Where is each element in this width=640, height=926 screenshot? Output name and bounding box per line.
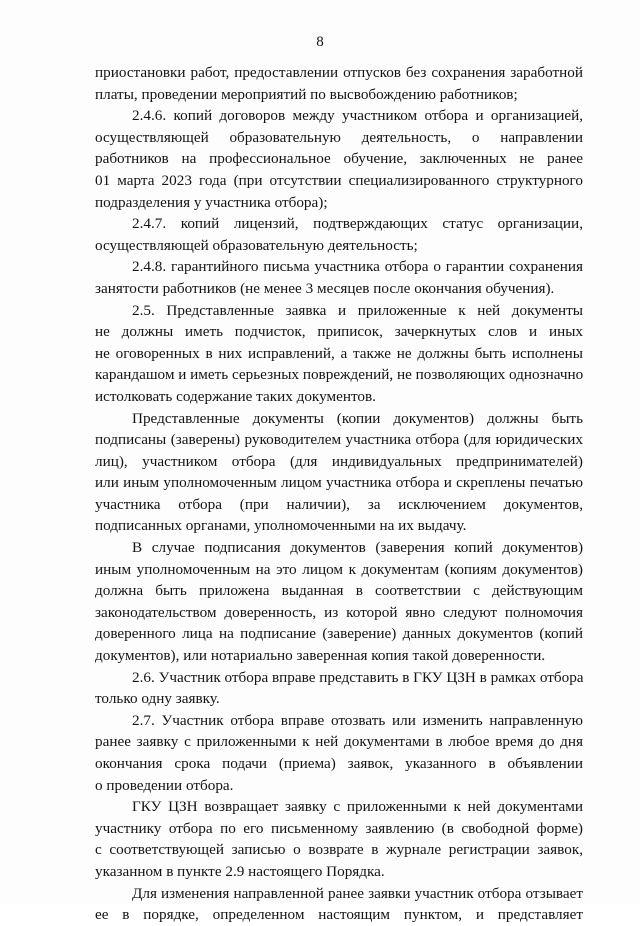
text-line: 2.5. Представленные заявка и приложенные к ней документы xyxy=(132,301,583,319)
text-line: с соответствующей записью о возврате в журнале регистрации заявок, xyxy=(95,841,583,859)
text-line: иным уполномоченным на это лицом к документам (копиям документов) xyxy=(95,560,583,578)
text-line: подписанных органами, уполномоченными на их выдачу. xyxy=(95,517,467,535)
text-line: платы, проведении мероприятий по высвобождению работников; xyxy=(95,85,518,103)
text-line: лиц), участником отбора (для индивидуальных предпринимателей) xyxy=(95,452,583,470)
text-line: 2.7. Участник отбора вправе отозвать или изменить направленную xyxy=(132,711,583,729)
text-line: Для изменения направленной ранее заявки участник отбора отзывает xyxy=(132,884,583,902)
text-line: приостановки работ, предоставлении отпусков без сохранения заработной xyxy=(95,64,583,81)
text-line: Представленные документы (копии документов) должны быть xyxy=(132,409,583,427)
paragraph xyxy=(95,105,583,213)
paragraph xyxy=(95,667,583,710)
text-line: 2.6. Участник отбора вправе представить в ГКУ ЦЗН в рамках отбора xyxy=(132,668,584,686)
paragraph xyxy=(95,710,583,796)
text-line: занятости работников (не менее 3 месяцев после окончания обучения). xyxy=(95,279,555,297)
text-line: 01 марта 2023 года (при отсутствии специализированного структурного xyxy=(95,171,583,189)
paragraph xyxy=(95,537,583,667)
text-line: доверенного лица на подписание (заверение) данных документов (копий xyxy=(95,625,583,643)
text-line: участника отбора (при наличии), за исключением документов, xyxy=(95,495,583,513)
text-line: участнику отбора по его письменному заявлению (в свободной форме) xyxy=(95,819,583,837)
text-line: указанном в пункте 2.9 настоящего Порядка. xyxy=(95,862,385,880)
text-line: истолковать содержание таких документов. xyxy=(95,387,376,405)
text-line: законодательством доверенность, из которой явно следуют полномочия xyxy=(95,603,583,621)
text-line: не оговоренных в них исправлений, а также не должны быть исполнены xyxy=(95,344,583,362)
text-line: подразделения у участника отбора); xyxy=(95,193,328,211)
text-line: окончания срока подачи (приема) заявок, указанного в объявлении xyxy=(95,755,583,772)
text-line: или иным уполномоченным лицом участника отбора и скреплены печатью xyxy=(95,474,583,492)
paragraph xyxy=(95,796,583,882)
text-line: должна быть приложена выданная в соответствии с действующим xyxy=(95,582,583,600)
text-line: подписаны (заверены) руководителем участника отбора (для юридических xyxy=(95,431,583,449)
text-line: о проведении отбора. xyxy=(95,776,234,794)
text-line: 2.4.6. копий договоров между участником отбора и организацией, xyxy=(132,107,583,125)
text-line: осуществляющей образовательную деятельность; xyxy=(95,236,418,254)
paragraph xyxy=(95,300,583,408)
text-line: ее в порядке, определенном настоящим пунктом, и представляет xyxy=(95,906,583,924)
text-line: осуществляющей образовательную деятельность, о направлении xyxy=(95,128,583,146)
text-line: документов), или нотариально заверенная копия такой доверенности. xyxy=(95,647,546,665)
paragraph xyxy=(95,256,583,299)
paragraph xyxy=(95,213,583,256)
text-line: В случае подписания документов (заверения копий документов) xyxy=(132,539,583,557)
text-line: не должны иметь подчисток, приписок, зачеркнутых слов и иных xyxy=(95,323,583,341)
text-line: ранее заявку с приложенными к ней документами в любое время до дня xyxy=(95,733,583,751)
text-line: работников на профессиональное обучение, заключенных не ранее xyxy=(95,150,583,168)
text-line: ГКУ ЦЗН возвращает заявку с приложенными к ней документами xyxy=(132,798,583,816)
text-line: 2.4.7. копий лицензий, подтверждающих статус организации, xyxy=(132,215,583,233)
text-line: только одну заявку. xyxy=(95,690,220,708)
paragraph xyxy=(95,62,583,105)
paragraph xyxy=(95,408,583,538)
page-number: 8 xyxy=(316,34,324,50)
text-line: 2.4.8. гарантийного письма участника отбора о гарантии сохранения xyxy=(132,258,583,276)
paragraph xyxy=(95,883,583,926)
document-body xyxy=(95,62,583,926)
text-line: карандашом и иметь серьезных повреждений, не позволяющих однозначно xyxy=(95,366,584,384)
